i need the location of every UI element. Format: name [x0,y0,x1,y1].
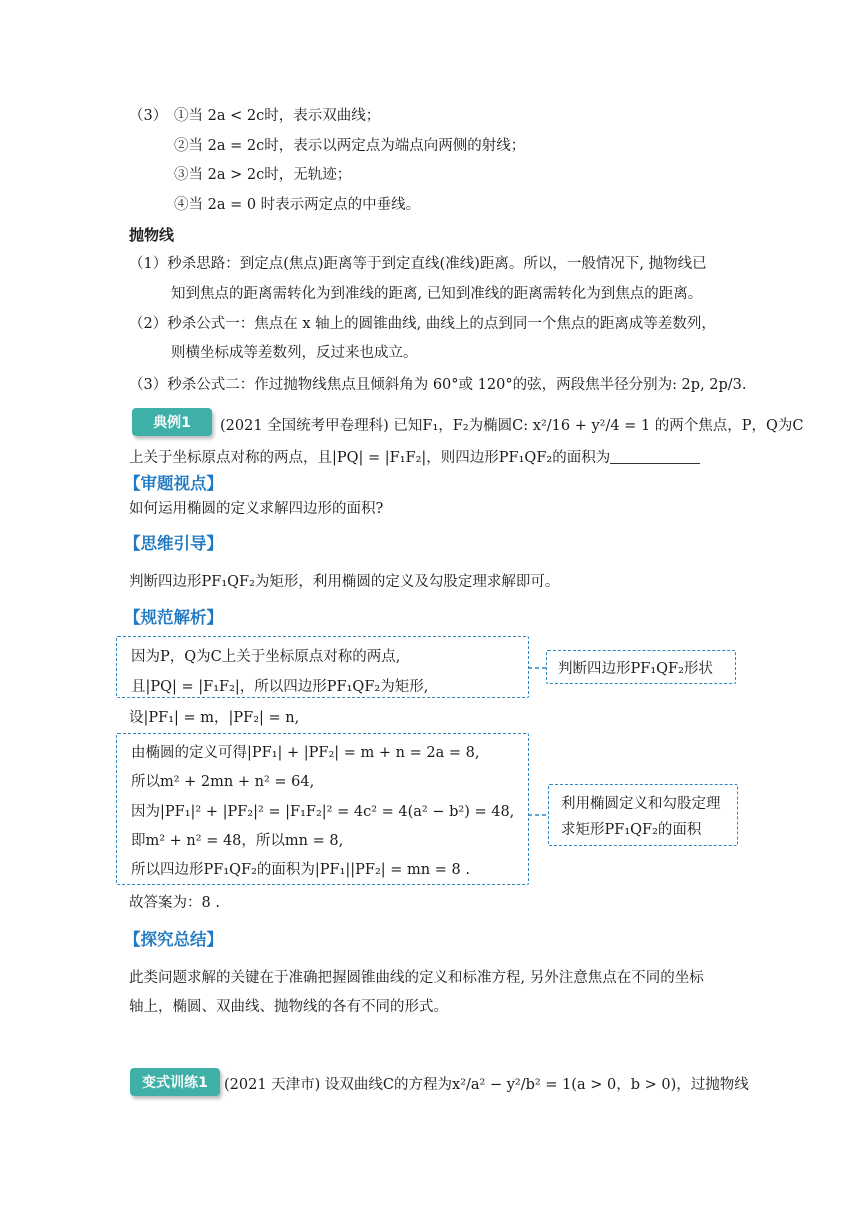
example-line-2-text: 上关于坐标原点对称的两点，且|PQ| = |F₁F₂|，则四边形PF₁QF₂的面积为 [129,450,611,466]
guide-text: 判断四边形PF₁QF₂为矩形，利用椭圆的定义及勾股定理求解即可。 [129,574,560,590]
hyperbola-case-2: ②当 2a = 2c时，表示以两定点为端点向两侧的射线； [174,138,526,154]
analysis-box2-line-4: 即m² + n² = 48，所以mn = 8, [131,833,344,849]
example-line-2 [129,446,700,467]
guide-title: 【思维引导】 [124,534,223,553]
parabola-point-2a: （2）秒杀公式一：焦点在 x 轴上的圆锥曲线, 曲线上的点到同一个焦点的距离成等差数列， [129,316,716,332]
analysis-let: 设|PF₁| = m，|PF₂| = n, [129,710,300,726]
exercise-badge: 变式训练1 [130,1068,220,1096]
analysis-box2-line-5: 所以四边形PF₁QF₂的面积为|PF₁||PF₂| = mn = 8 . [131,862,470,878]
answer-text: 故答案为：8 . [129,895,220,911]
note-2-line-2: 求矩形PF₁QF₂的面积 [561,822,702,838]
review-text: 如何运用椭圆的定义求解四边形的面积? [129,501,384,517]
hyperbola-case-4: ④当 2a = 0 时表示两定点的中垂线。 [174,197,421,213]
analysis-box2-line-1: 由椭圆的定义可得|PF₁| + |PF₂| = m + n = 2a = 8, [131,745,480,761]
parabola-point-2b: 则横坐标成等差数列，反过来也成立。 [171,345,418,361]
note-2-line-1: 利用椭圆定义和勾股定理 [561,796,721,812]
analysis-title: 【规范解析】 [124,608,223,627]
parabola-heading: 抛物线 [129,226,175,244]
analysis-box1-line-1: 因为P，Q为C上关于坐标原点对称的两点, [131,649,401,665]
connector-1 [527,658,547,678]
hyperbola-case-3: ③当 2a > 2c时，无轨迹； [174,167,352,183]
answer-blank [610,449,700,464]
summary-line-2: 轴上，椭圆、双曲线、抛物线的各有不同的形式。 [129,999,448,1015]
summary-title: 【探究总结】 [124,930,223,949]
parabola-point-3: （3）秒杀公式二：作过抛物线焦点且倾斜角为 60°或 120°的弦，两段焦半径分别为: 2p, 2p/3. [129,377,747,393]
summary-line-1: 此类问题求解的关键在于准确把握圆锥曲线的定义和标准方程, 另外注意焦点在不同的坐标 [129,970,704,986]
analysis-box2-line-3: 因为|PF₁|² + |PF₂|² = |F₁F₂|² = 4c² = 4(a² − b²) = 48, [131,804,515,820]
connector-2 [527,805,549,825]
analysis-box2-line-2: 所以m² + 2mn + n² = 64, [131,774,315,790]
exercise-text: (2021 天津市) 设双曲线C的方程为x²/a² − y²/b² = 1(a > 0，b > 0)，过抛物线 [224,1077,749,1093]
example-line-1: (2021 全国统考甲卷理科) 已知F₁，F₂为椭圆C: x²/16 + y²/4 = 1 的两个焦点，P，Q为C [220,418,804,434]
parabola-point-1b: 知到焦点的距离需转化为到准线的距离, 已知到准线的距离需转化为到焦点的距离。 [171,286,703,302]
hyperbola-case-1: ①当 2a < 2c时，表示双曲线； [174,108,381,124]
note-1-text: 判断四边形PF₁QF₂形状 [558,661,713,677]
example-badge: 典例1 [132,408,212,436]
case-number: （3） [129,108,168,124]
review-title: 【审题视点】 [124,474,223,493]
analysis-box1-line-2: 且|PQ| = |F₁F₂|，所以四边形PF₁QF₂为矩形, [131,679,429,695]
parabola-point-1a: （1）秒杀思路：到定点(焦点)距离等于到定直线(准线)距离。所以，一般情况下, 抛物线已 [129,256,707,272]
